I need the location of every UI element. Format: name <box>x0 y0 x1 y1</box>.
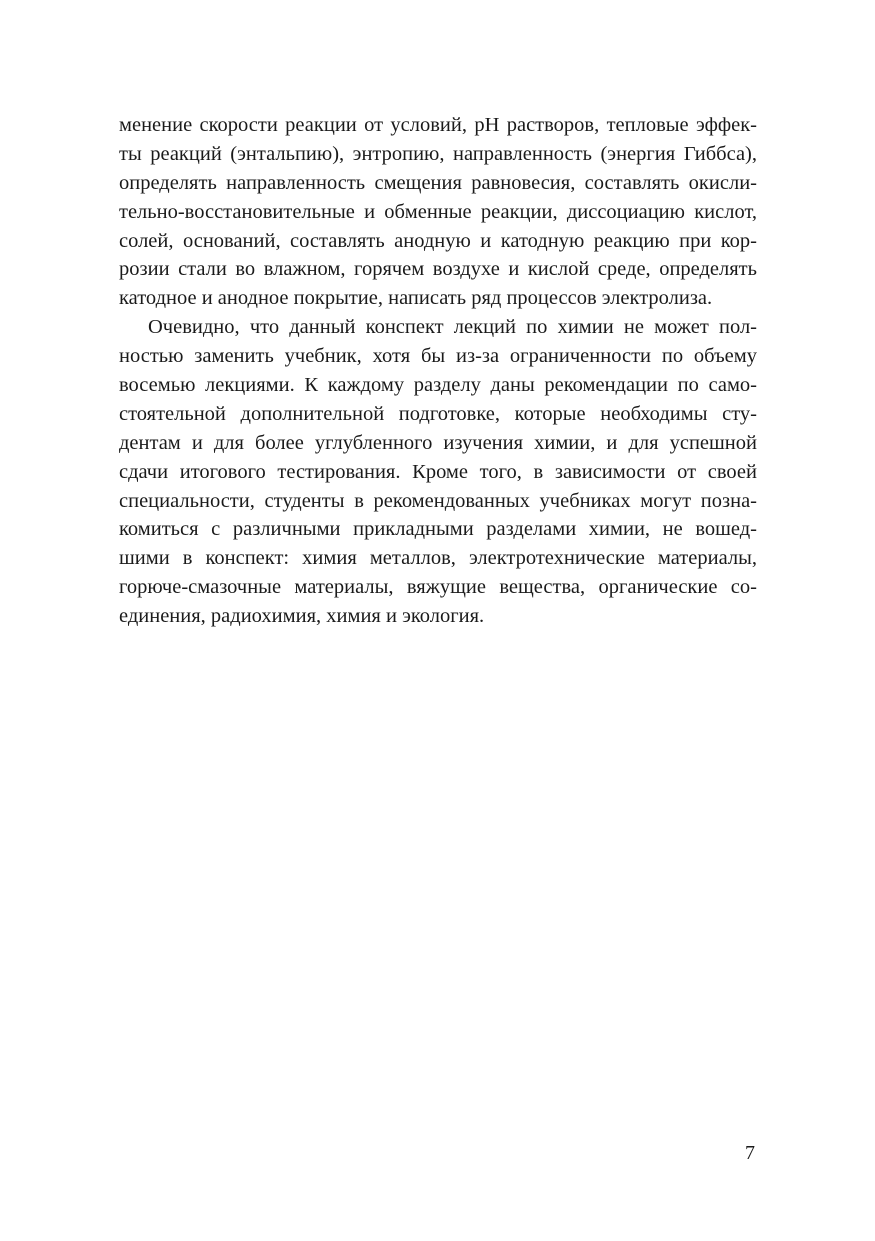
text-line: катодное и анодное покрытие, написать ряд процессов электролиза. <box>119 287 713 310</box>
paragraph-2 <box>119 313 757 631</box>
text-line: шими в конспект: химия металлов, электротехнические материалы, <box>119 547 757 570</box>
text-line: дентам и для более углубленного изучения химии, и для успешной <box>119 431 757 454</box>
text-line: восемью лекциями. К каждому разделу даны рекомендации по само- <box>119 374 757 397</box>
text-line: стоятельной дополнительной подготовке, которые необходимы сту- <box>119 402 757 425</box>
text-line: розии стали во влажном, горячем воздухе и кислой среде, определять <box>119 258 757 281</box>
text-line: определять направленность смещения равновесия, составлять окисли- <box>119 171 757 194</box>
text-line: комиться с различными прикладными разделами химии, не вошед- <box>119 518 757 541</box>
text-line: специальности, студенты в рекомендованных учебниках могут позна- <box>119 489 757 512</box>
body-text <box>119 111 757 631</box>
text-line: горюче-смазочные материалы, вяжущие вещества, органические со- <box>119 576 757 599</box>
text-line: единения, радиохимия, химия и экология. <box>119 605 485 628</box>
page-number: 7 <box>745 1142 755 1164</box>
text-line: Очевидно, что данный конспект лекций по химии не может пол- <box>148 316 757 339</box>
text-line: сдачи итогового тестирования. Кроме того, в зависимости от своей <box>119 460 757 483</box>
text-line: солей, оснований, составлять анодную и катодную реакцию при кор- <box>119 229 757 252</box>
text-line: тельно-восстановительные и обменные реакции, диссоциацию кислот, <box>119 200 757 223</box>
text-line: менение скорости реакции от условий, pH растворов, тепловые эффек- <box>119 114 757 136</box>
text-line: ностью заменить учебник, хотя бы из-за ограниченности по объему <box>119 345 757 368</box>
paragraph-1 <box>119 111 757 313</box>
text-line: ты реакций (энтальпию), энтропию, направленность (энергия Гиббса), <box>119 142 757 165</box>
